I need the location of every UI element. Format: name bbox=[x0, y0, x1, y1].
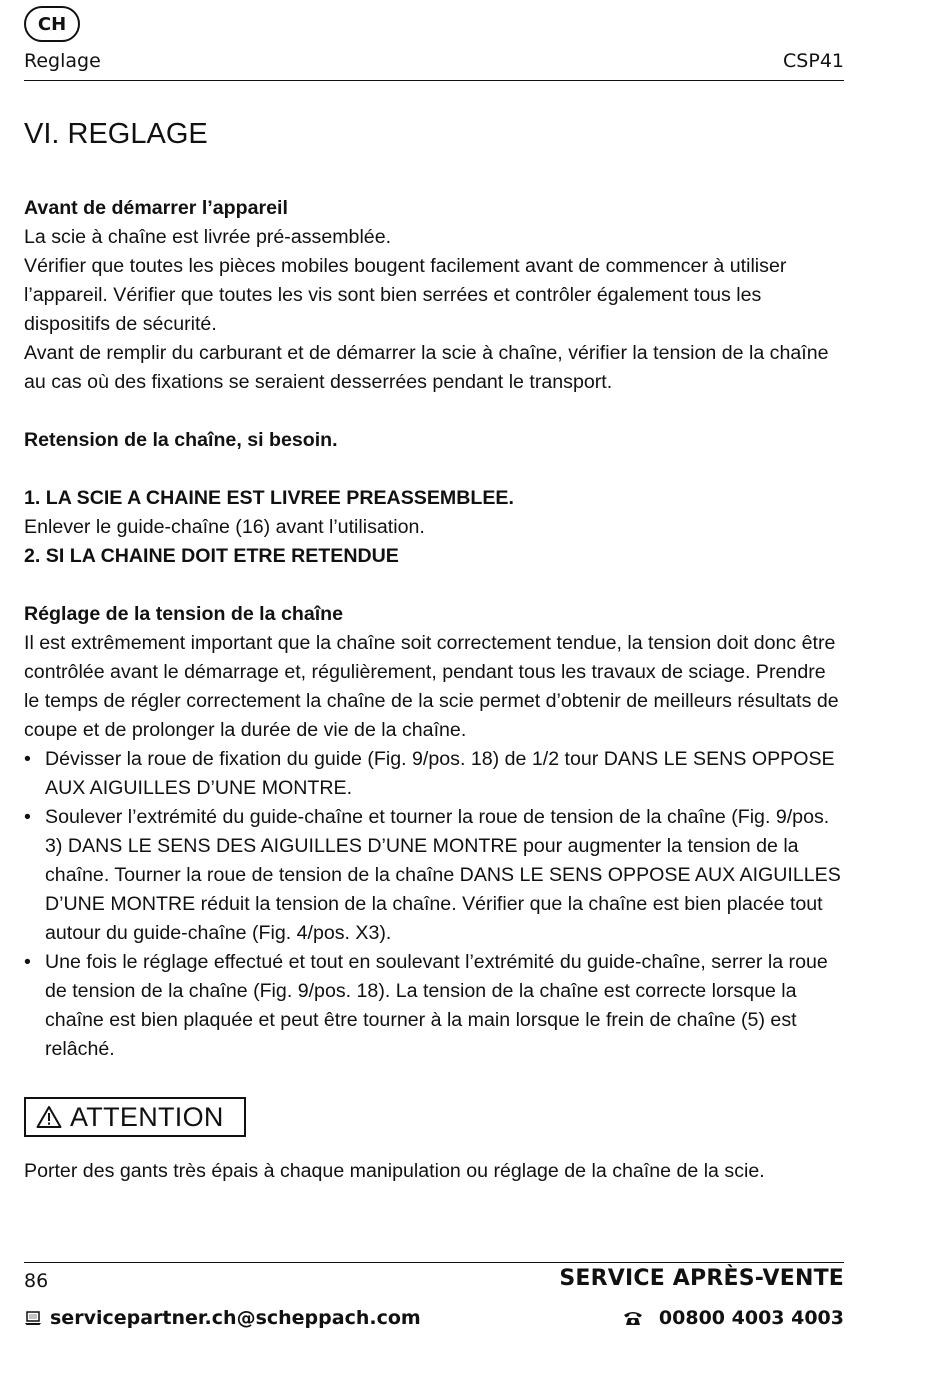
subheading-before-start: Avant de démarrer l’appareil bbox=[24, 197, 288, 219]
section-title: VI. REGLAGE bbox=[24, 118, 208, 150]
step-1-heading: 1. LA SCIE A CHAINE EST LIVREE PREASSEMBLEE. bbox=[24, 487, 514, 509]
email-link[interactable]: servicepartner.ch@scheppach.com bbox=[50, 1307, 421, 1329]
step-1-text: Enlever le guide-chaîne (16) avant l’utilisation. bbox=[24, 516, 425, 538]
header-divider bbox=[24, 80, 844, 81]
paragraph-check-tension: Avant de remplir du carburant et de démarrer la scie à chaîne, vérifier la tension de la chaîne au cas où des fixations se seraient desserrées pendant le transport. bbox=[24, 342, 829, 393]
attention-label: ATTENTION bbox=[70, 1101, 224, 1132]
attention-text: Porter des gants très épais à chaque manipulation ou réglage de la chaîne de la scie. bbox=[24, 1160, 765, 1182]
list-item: • Une fois le réglage effectué et tout en soulevant l’extrémité du guide-chaîne, serrer la roue de tension de la chaîne (Fig. 9/pos. 18). La tension de la chaîne est correcte lorsque la chaîne est bien plaquée et peut être tourner à la main lorsque le frein de chaîne (5) est relâché. bbox=[24, 948, 846, 1064]
spacer bbox=[24, 455, 846, 484]
attention-box bbox=[24, 1097, 246, 1137]
subheading-retension: Retension de la chaîne, si besoin. bbox=[24, 429, 338, 451]
header-model-name: CSP41 bbox=[783, 50, 844, 72]
phone-number[interactable]: 00800 4003 4003 bbox=[658, 1307, 844, 1329]
spacer bbox=[24, 397, 846, 426]
paragraph-tension-intro: Il est extrêmement important que la chaîne soit correctement tendue, la tension doit donc être contrôlée avant le démarrage et, régulièrement, pendant tous les travaux de sciage. Prendre le temps de régler correctement la chaîne de la scie permet d’obtenir de meilleurs résultats de coupe et de prolonger la durée de vie de la chaîne. bbox=[24, 632, 839, 741]
subheading-chain-tension: Réglage de la tension de la chaîne bbox=[24, 603, 344, 625]
instruction-list bbox=[24, 745, 846, 1064]
main-content bbox=[24, 112, 846, 1186]
footer-phone bbox=[623, 1307, 844, 1329]
service-title: SERVICE APRÈS-VENTE bbox=[559, 1266, 844, 1291]
paragraph-preassembled: La scie à chaîne est livrée pré-assemblée. bbox=[24, 226, 392, 248]
warning-triangle-icon bbox=[36, 1105, 62, 1129]
footer-divider bbox=[24, 1262, 844, 1263]
laptop-icon bbox=[24, 1310, 42, 1326]
footer-email bbox=[24, 1307, 421, 1329]
paragraph-check-parts: Vérifier que toutes les pièces mobiles bougent facilement avant de commencer à utiliser l’appareil. Vérifier que toutes les vis sont bien serrées et contrôler également tous les dispositifs de sécurité. bbox=[24, 255, 787, 335]
page-number: 86 bbox=[24, 1270, 49, 1292]
step-2-heading: 2. SI LA CHAINE DOIT ETRE RETENDUE bbox=[24, 545, 399, 567]
country-badge: CH bbox=[24, 6, 80, 42]
header-section-name: Reglage bbox=[24, 50, 101, 72]
list-item: • Dévisser la roue de fixation du guide (Fig. 9/pos. 18) de 1/2 tour DANS LE SENS OPPOSE AUX AIGUILLES D’UNE MONTRE. bbox=[24, 745, 846, 803]
phone-icon bbox=[623, 1310, 643, 1326]
list-item: • Soulever l’extrémité du guide-chaîne et tourner la roue de tension de la chaîne (Fig. 9/pos. 3) DANS LE SENS DES AIGUILLES D’UNE MONTRE pour augmenter la tension de la chaîne. Tourner la roue de tension de la chaîne DANS LE SENS OPPOSE AUX AIGUILLES D’UNE MONTRE réduit la tension de la chaîne. Vérifier que la chaîne est bien placée tout autour du guide-chaîne (Fig. 4/pos. X3). bbox=[24, 803, 846, 948]
spacer bbox=[24, 571, 846, 600]
